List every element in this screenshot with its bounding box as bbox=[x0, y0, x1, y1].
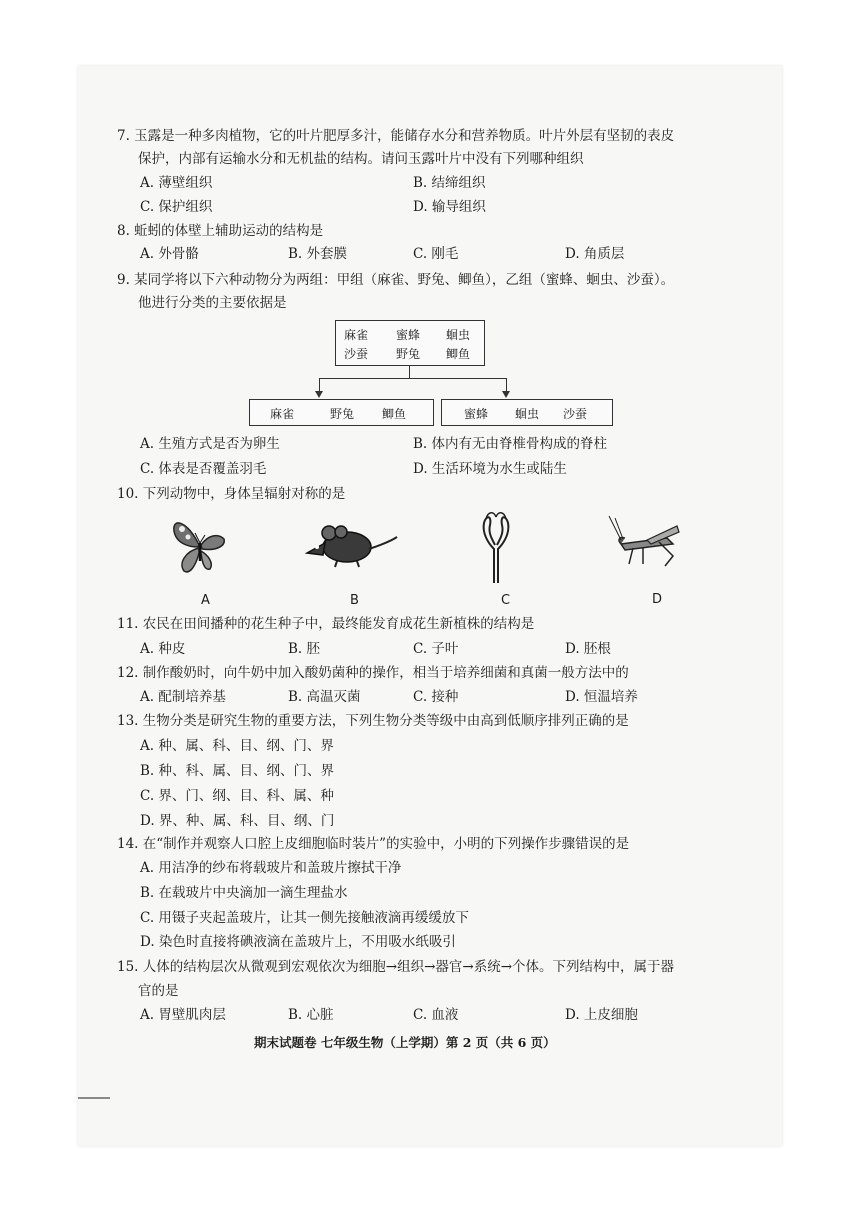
scan-mark-divider bbox=[78, 1097, 110, 1099]
question-15-text: 15. 人体的结构层次从微观到宏观依次为细胞→组织→器官→系统→个体。下列结构中，属于器 bbox=[117, 959, 675, 975]
q14-option-b: B. 在载玻片中央滴加一滴生理盐水 bbox=[140, 885, 348, 901]
diagram-group-b-cell: 蛔虫 bbox=[515, 407, 540, 421]
diagram-group-b-box bbox=[441, 399, 613, 426]
q11-option-a: A. 种皮 bbox=[140, 641, 186, 657]
mouse-icon bbox=[301, 523, 399, 569]
diagram-top-cell: 蜜蜂 bbox=[396, 328, 421, 342]
diagram-top-cell: 麻雀 bbox=[344, 328, 369, 342]
diagram-connector bbox=[319, 378, 320, 392]
hydra-icon bbox=[474, 509, 518, 585]
question-8-text: 8. 蚯蚓的体壁上辅助运动的结构是 bbox=[117, 223, 324, 239]
diagram-all-animals-box bbox=[335, 320, 485, 366]
diagram-group-b-cell: 沙蚕 bbox=[563, 407, 588, 421]
q7-option-c: C. 保护组织 bbox=[140, 199, 213, 215]
q11-option-d: D. 胚根 bbox=[565, 641, 611, 657]
q8-option-b: B. 外套膜 bbox=[288, 246, 348, 262]
q12-option-a: A. 配制培养基 bbox=[140, 689, 226, 705]
q14-option-d: D. 染色时直接将碘液滴在盖玻片上，不用吸水纸吸引 bbox=[140, 934, 456, 950]
question-7-text-cont: 保护，内部有运输水分和无机盐的结构。请问玉露叶片中没有下列哪种组织 bbox=[138, 151, 584, 167]
question-13-text: 13. 生物分类是研究生物的重要方法，下列生物分类等级中由高到低顺序排列正确的是 bbox=[117, 713, 629, 729]
q9-option-c: C. 体表是否覆盖羽毛 bbox=[140, 461, 267, 477]
q7-option-d: D. 输导组织 bbox=[413, 199, 486, 215]
q7-option-a: A. 薄壁组织 bbox=[140, 175, 213, 191]
diagram-connector bbox=[319, 378, 506, 379]
diagram-top-cell: 沙蚕 bbox=[344, 347, 369, 361]
picture-label-a: A bbox=[201, 593, 210, 608]
diagram-group-b-cell: 蜜蜂 bbox=[464, 407, 489, 421]
picture-label-d: D bbox=[652, 592, 663, 607]
q9-option-d: D. 生活环境为水生或陆生 bbox=[413, 461, 567, 477]
q15-option-a: A. 胃壁肌肉层 bbox=[140, 1007, 226, 1023]
diagram-group-a-cell: 麻雀 bbox=[270, 407, 295, 421]
q15-option-b: B. 心脏 bbox=[288, 1007, 334, 1023]
q8-option-a: A. 外骨骼 bbox=[140, 246, 199, 262]
question-15-text-cont: 官的是 bbox=[138, 983, 179, 999]
question-9-text: 9. 某同学将以下六种动物分为两组：甲组（麻雀、野兔、鲫鱼），乙组（蜜蜂、蛔虫、沙蚕）。 bbox=[117, 272, 675, 288]
q13-option-a: A. 种、属、科、目、纲、门、界 bbox=[140, 738, 334, 754]
q9-option-a: A. 生殖方式是否为卵生 bbox=[140, 436, 280, 452]
question-10-text: 10. 下列动物中，身体呈辐射对称的是 bbox=[117, 486, 346, 502]
question-14-text: 14. 在“制作并观察人口腔上皮细胞临时装片”的实验中，小明的下列操作步骤错误的是 bbox=[117, 836, 630, 852]
question-11-text: 11. 农民在田间播种的花生种子中，最终能发育成花生新植株的结构是 bbox=[117, 616, 535, 632]
picture-label-b: B bbox=[350, 593, 359, 608]
page-footer: 期末试题卷 七年级生物（上学期）第 2 页（共 6 页） bbox=[254, 1035, 556, 1050]
arrow-down-icon bbox=[315, 391, 323, 398]
diagram-group-a-box bbox=[249, 399, 434, 426]
question-9-text-cont: 他进行分类的主要依据是 bbox=[138, 295, 287, 311]
q8-option-d: D. 角质层 bbox=[565, 246, 625, 262]
diagram-connector bbox=[506, 378, 507, 392]
diagram-top-cell: 野兔 bbox=[396, 347, 421, 361]
q12-option-d: D. 恒温培养 bbox=[565, 689, 638, 705]
arrow-down-icon bbox=[502, 391, 510, 398]
q11-option-c: C. 子叶 bbox=[413, 641, 459, 657]
diagram-connector bbox=[409, 365, 410, 378]
q13-option-b: B. 种、科、属、目、纲、门、界 bbox=[140, 763, 335, 779]
grasshopper-icon bbox=[607, 514, 685, 570]
picture-label-c: C bbox=[501, 593, 511, 608]
q12-option-b: B. 高温灭菌 bbox=[288, 689, 361, 705]
diagram-top-cell: 鲫鱼 bbox=[446, 347, 471, 361]
q14-option-a: A. 用洁净的纱布将载玻片和盖玻片擦拭干净 bbox=[140, 860, 402, 876]
q9-option-b: B. 体内有无由脊椎骨构成的脊柱 bbox=[413, 436, 608, 452]
q15-option-d: D. 上皮细胞 bbox=[565, 1007, 638, 1023]
q13-option-c: C. 界、门、纲、目、科、属、种 bbox=[140, 788, 334, 804]
q14-option-c: C. 用镊子夹起盖玻片，让其一侧先接触液滴再缓缓放下 bbox=[140, 910, 469, 926]
q13-option-d: D. 界、种、属、科、目、纲、门 bbox=[140, 813, 335, 829]
butterfly-icon bbox=[168, 513, 230, 579]
question-12-text: 12. 制作酸奶时，向牛奶中加入酸奶菌种的操作，相当于培养细菌和真菌一般方法中的 bbox=[117, 665, 629, 681]
q12-option-c: C. 接种 bbox=[413, 689, 459, 705]
q15-option-c: C. 血液 bbox=[413, 1007, 459, 1023]
diagram-group-a-cell: 鲫鱼 bbox=[382, 407, 407, 421]
question-7-text: 7. 玉露是一种多肉植物，它的叶片肥厚多汁，能储存水分和营养物质。叶片外层有坚韧的表皮 bbox=[117, 128, 675, 144]
q11-option-b: B. 胚 bbox=[288, 641, 321, 657]
q8-option-c: C. 刚毛 bbox=[413, 246, 459, 262]
diagram-group-a-cell: 野兔 bbox=[330, 407, 355, 421]
diagram-top-cell: 蛔虫 bbox=[446, 328, 471, 342]
q7-option-b: B. 结缔组织 bbox=[413, 175, 486, 191]
